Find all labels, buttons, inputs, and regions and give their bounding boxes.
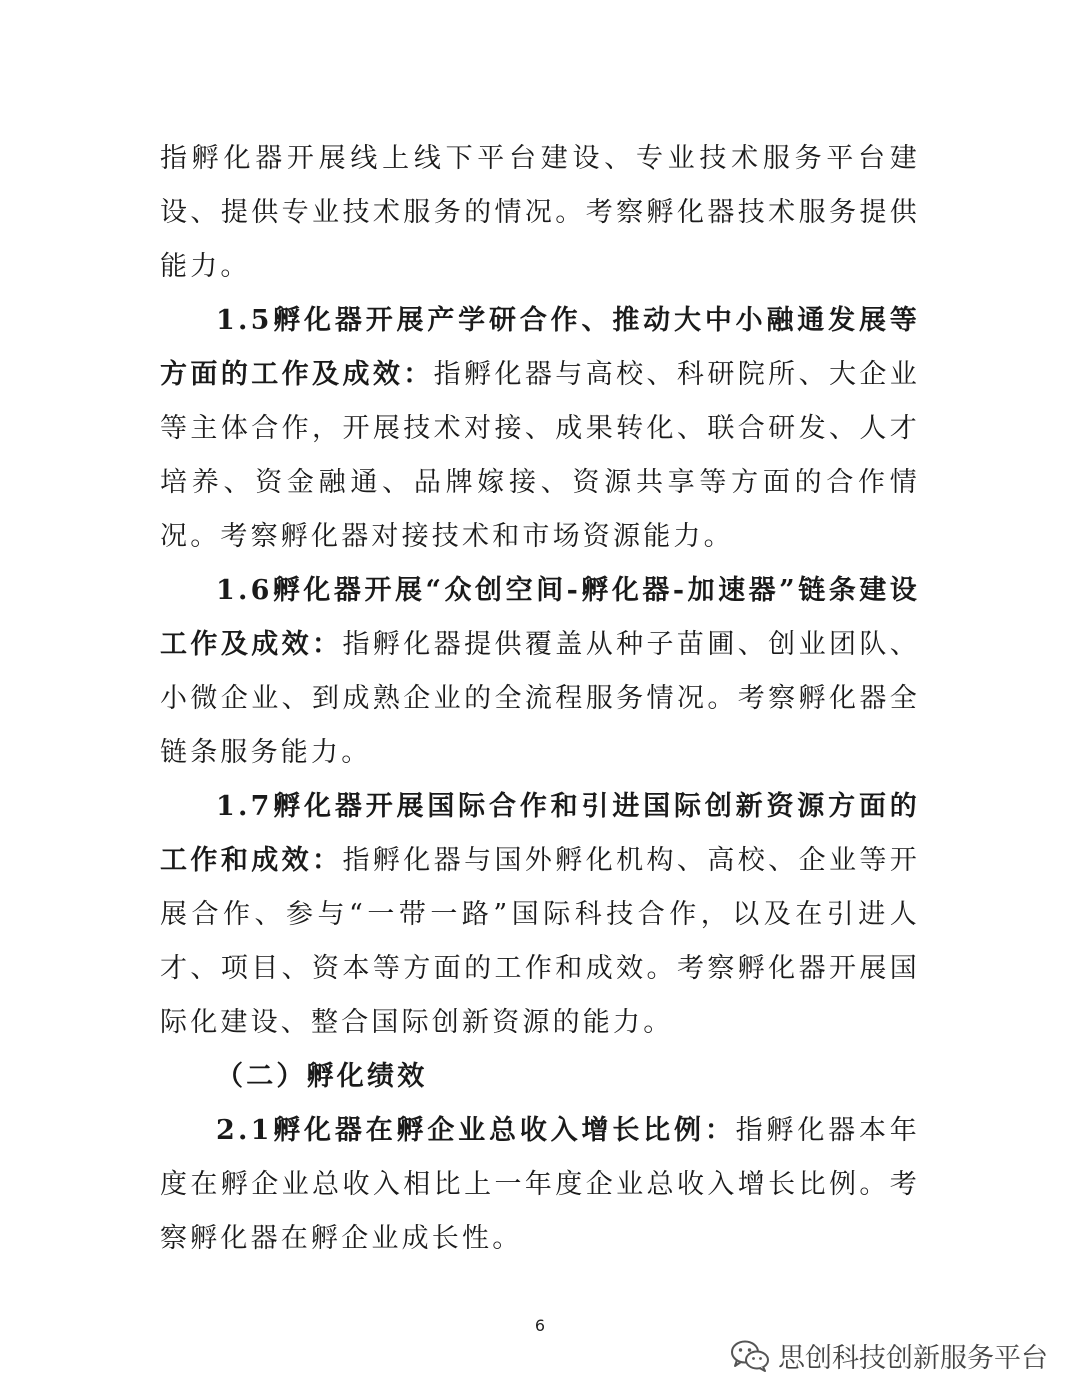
watermark	[730, 1336, 1048, 1375]
wechat-icon	[730, 1339, 770, 1373]
paragraph-1-5	[160, 294, 920, 564]
item-body-1-6: 指孵化器提供覆盖从种子苗圃、创业团队、小微企业、到成熟企业的全流程服务情况。考察孵化器全链条服务能力。	[160, 629, 920, 768]
page-number: 6	[534, 1316, 546, 1335]
paragraph-1-4-continuation: 指孵化器开展线上线下平台建设、专业技术服务平台建设、提供专业技术服务的情况。考察孵化器技术服务提供能力。	[160, 143, 920, 282]
item-heading-1-5: 1.5孵化器开展产学研合作、推动大中小融通发展等方面的工作及成效：	[160, 305, 920, 390]
item-body-1-5: 指孵化器与高校、科研院所、大企业等主体合作，开展技术对接、成果转化、联合研发、人才培养、资金融通、品牌嫁接、资源共享等方面的合作情况。考察孵化器对接技术和市场资源能力。	[160, 359, 920, 552]
item-body-2-1: 指孵化器本年度在孵企业总收入相比上一年度企业总收入增长比例。考察孵化器在孵企业成长性。	[160, 1115, 921, 1254]
paragraph-1-6	[160, 564, 920, 780]
section-heading-incubation-performance: （二）孵化绩效	[216, 1061, 428, 1092]
item-heading-1-7: 1.7孵化器开展国际合作和引进国际创新资源方面的工作和成效：	[160, 791, 920, 876]
paragraph-2-1	[160, 1104, 920, 1266]
item-body-1-7: 指孵化器与国外孵化机构、高校、企业等开展合作、参与“一带一路”国际科技合作，以及在引进人才、项目、资本等方面的工作和成效。考察孵化器开展国际化建设、整合国际创新资源的能力。	[160, 845, 920, 1038]
item-heading-2-1: 2.1孵化器在孵企业总收入增长比例：	[216, 1115, 736, 1146]
paragraph-1-7	[160, 780, 920, 1050]
document-body	[160, 132, 920, 1266]
item-heading-1-6: 1.6孵化器开展“众创空间-孵化器-加速器”链条建设工作及成效：	[160, 575, 920, 660]
watermark-text: 思创科技创新服务平台	[778, 1343, 1048, 1374]
